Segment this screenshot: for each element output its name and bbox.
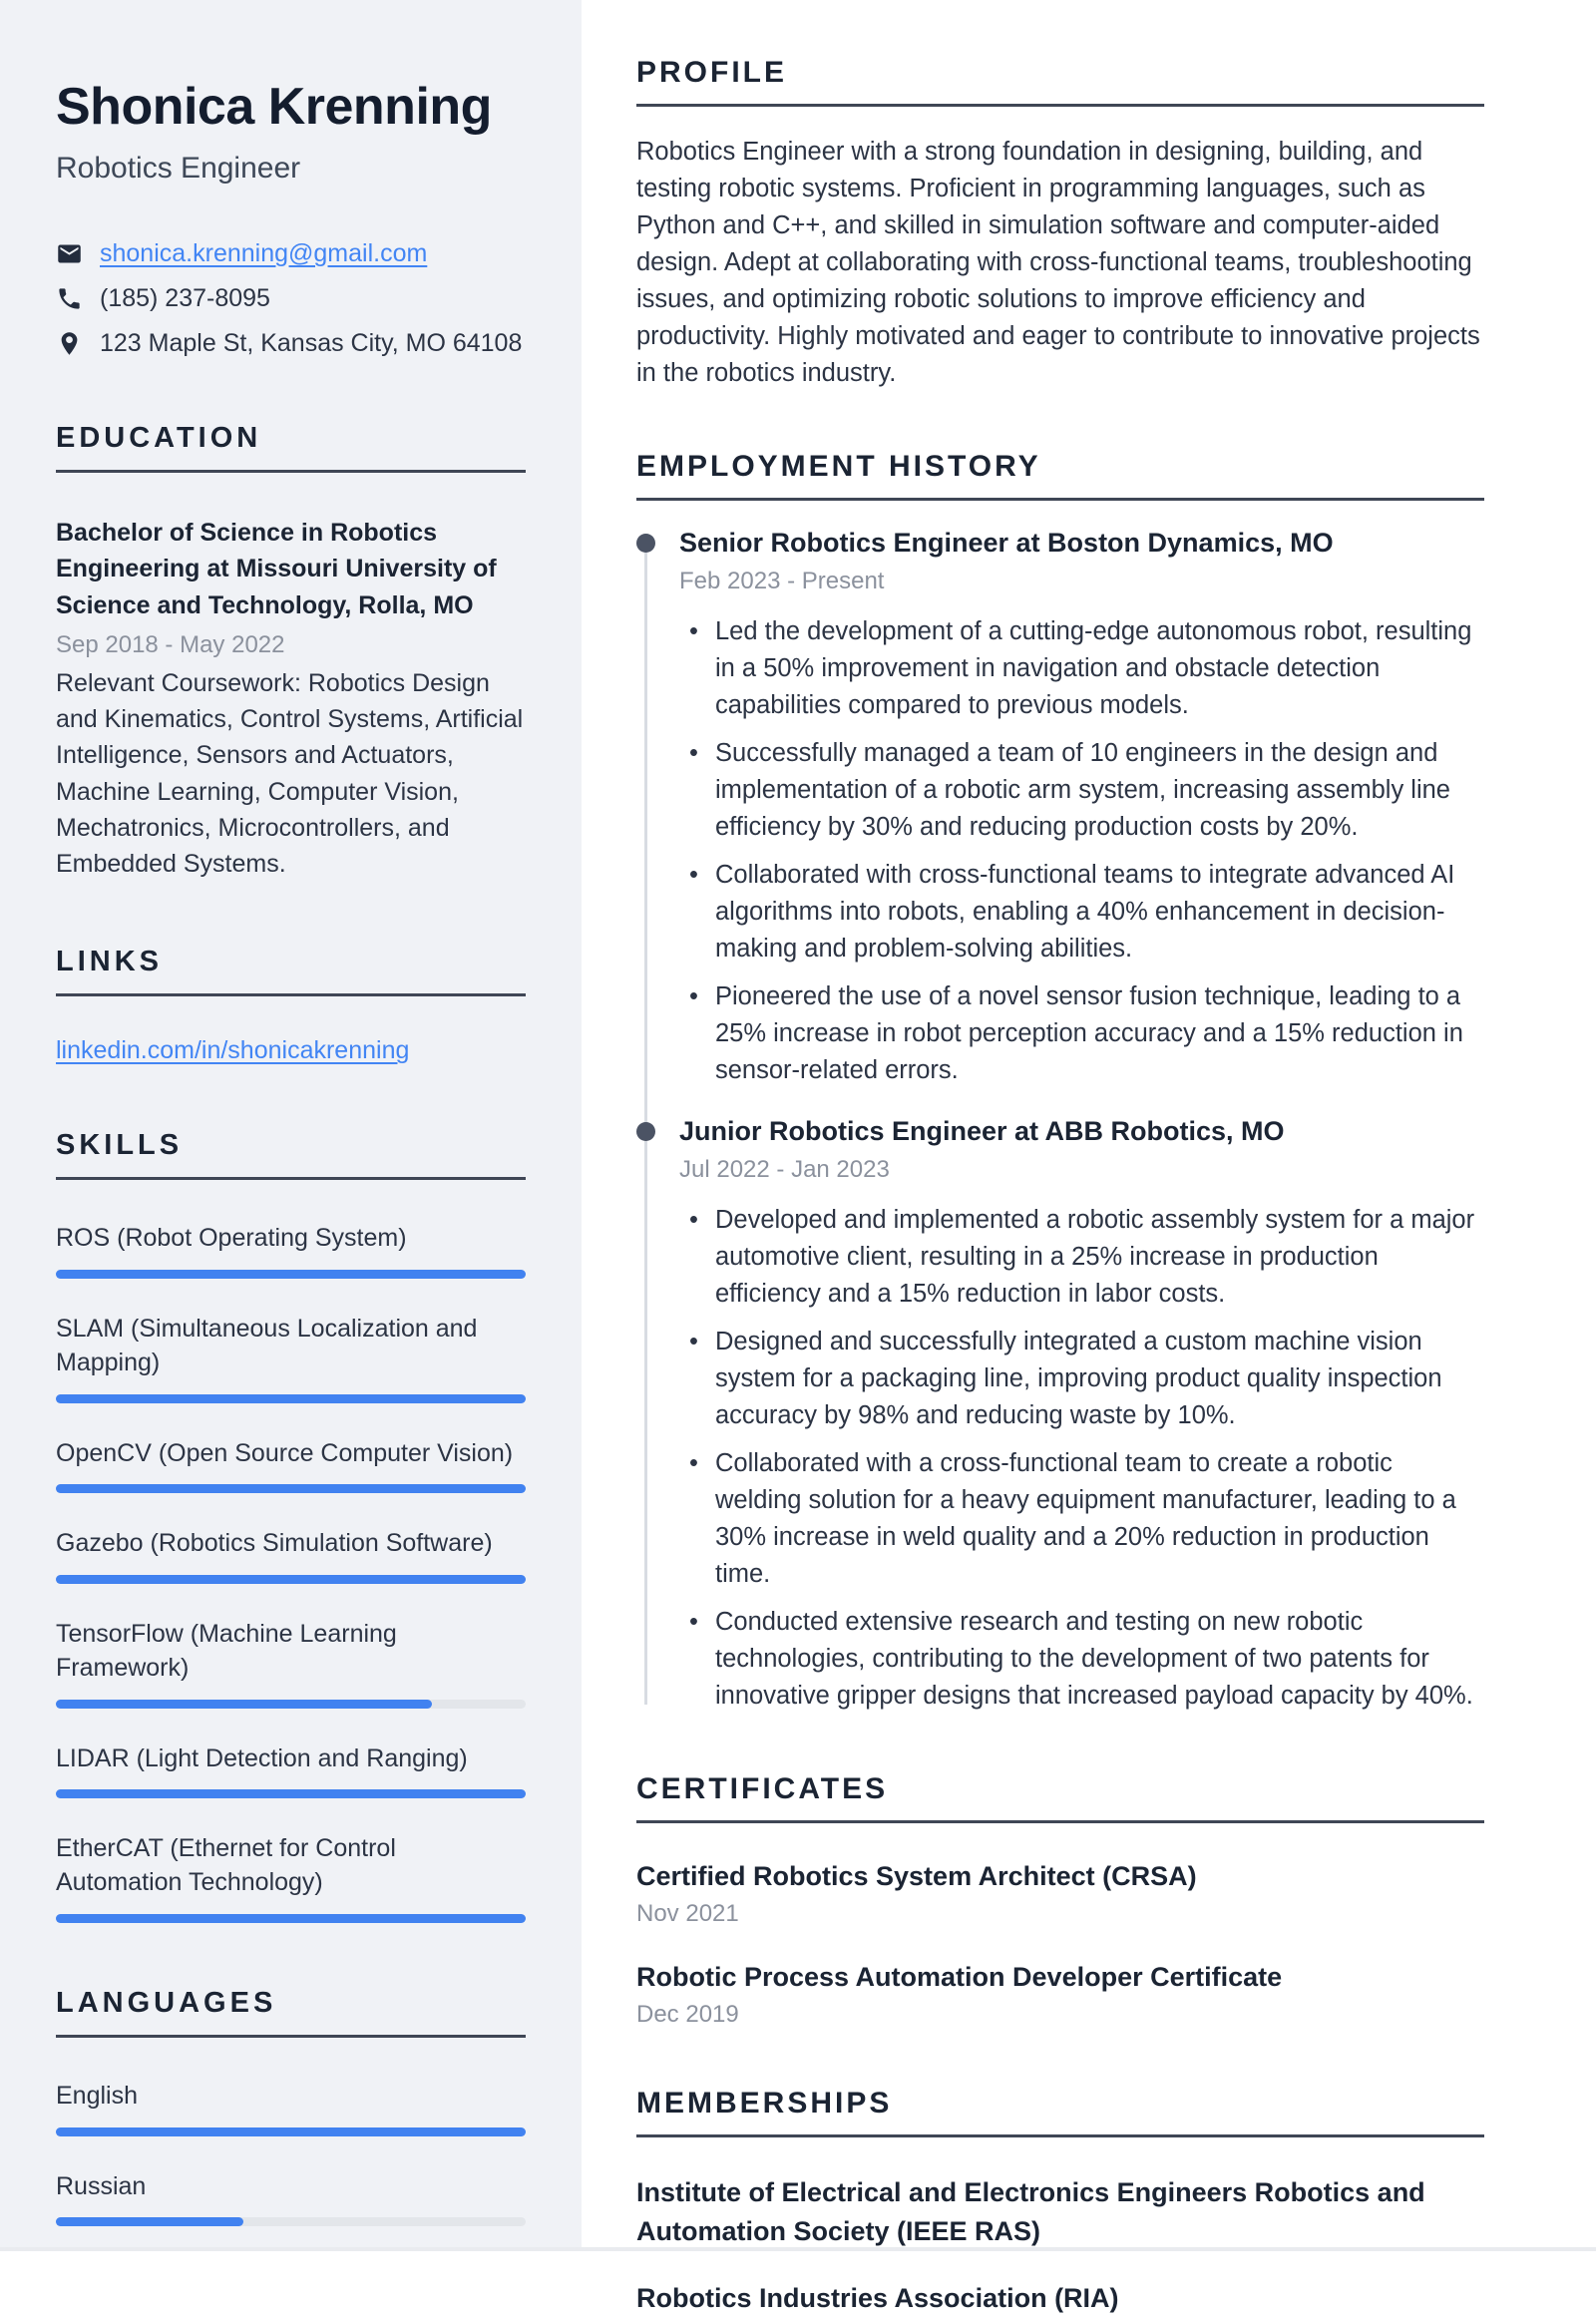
skill-bar-fill bbox=[56, 1914, 526, 1923]
job-bullet: • Pioneered the use of a novel sensor fusion technique, leading to a 25% increase in robot perception accuracy and a 15% reduction in sensor-related errors. bbox=[679, 978, 1484, 1089]
profile-section bbox=[636, 56, 1484, 392]
address-text: 123 Maple St, Kansas City, MO 64108 bbox=[100, 329, 523, 358]
skill-bar-track bbox=[56, 1575, 526, 1584]
skill-bar-fill bbox=[56, 1270, 526, 1279]
skills-section bbox=[56, 1129, 526, 1923]
skill-bar-track bbox=[56, 1700, 526, 1709]
skill-bar-fill bbox=[56, 1789, 526, 1798]
certificate-title: Certified Robotics System Architect (CRSA) bbox=[636, 1860, 1197, 1891]
job-bullet: • Collaborated with a cross-functional team to create a robotic welding solution for a heavy equipment manufacturer, leading to a 30% increase in weld quality and a 20% reduction in production time. bbox=[679, 1445, 1484, 1593]
membership-item: Institute of Electrical and Electronics Engineers Robotics and Automation Society (IEEE RAS) bbox=[636, 2176, 1425, 2246]
skill-bar-track bbox=[56, 1484, 526, 1493]
languages-heading: LANGUAGES bbox=[56, 1987, 526, 2038]
job-dates: Feb 2023 - Present bbox=[679, 567, 885, 594]
employment-heading: EMPLOYMENT HISTORY bbox=[636, 450, 1484, 501]
skill-item: EtherCAT (Ethernet for Control Automation Technology) bbox=[56, 1832, 526, 1923]
memberships-section bbox=[636, 2087, 1484, 2318]
links-section bbox=[56, 946, 526, 1065]
skill-bar-track bbox=[56, 1914, 526, 1923]
certificate-date: Nov 2021 bbox=[636, 1899, 739, 1927]
contact-email-row bbox=[56, 239, 526, 268]
certificate-item bbox=[636, 1859, 1484, 1928]
language-bar-track bbox=[56, 2217, 526, 2226]
education-dates: Sep 2018 - May 2022 bbox=[56, 630, 285, 658]
job-bullet: • Successfully managed a team of 10 engineers in the design and implementation of a robotic arm system, increasing assembly line efficiency by 30% and reducing production costs by 20%. bbox=[679, 735, 1484, 846]
membership-item: Robotics Industries Association (RIA) bbox=[636, 2282, 1119, 2313]
certificate-item bbox=[636, 1960, 1484, 2029]
job-entry bbox=[636, 527, 1484, 1089]
job-bullet: • Developed and implemented a robotic assembly system for a major automotive client, resulting in a 25% increase in production efficiency and a 15% reduction in labor costs. bbox=[679, 1202, 1484, 1313]
contact-phone-row bbox=[56, 284, 526, 313]
phone-icon bbox=[56, 285, 83, 312]
language-item: English bbox=[56, 2080, 526, 2136]
skill-bar-track bbox=[56, 1270, 526, 1279]
certificate-title: Robotic Process Automation Developer Certificate bbox=[636, 1961, 1283, 1992]
job-bullet-list bbox=[679, 1202, 1484, 1715]
skill-item: TensorFlow (Machine Learning Framework) bbox=[56, 1618, 526, 1709]
profile-heading: PROFILE bbox=[636, 56, 1484, 107]
skill-item: Gazebo (Robotics Simulation Software) bbox=[56, 1527, 526, 1584]
education-heading: EDUCATION bbox=[56, 422, 526, 473]
email-link[interactable]: shonica.krenning@gmail.com bbox=[100, 239, 428, 268]
skill-item: OpenCV (Open Source Computer Vision) bbox=[56, 1437, 526, 1494]
job-bullet-list bbox=[679, 613, 1484, 1089]
certificate-date: Dec 2019 bbox=[636, 2000, 739, 2028]
candidate-job-title: Robotics Engineer bbox=[56, 152, 301, 186]
phone-number: (185) 237-8095 bbox=[100, 284, 270, 313]
skill-bar-fill bbox=[56, 1484, 526, 1493]
language-bar-fill bbox=[56, 2217, 243, 2226]
languages-section bbox=[56, 1987, 526, 2227]
skill-bar-track bbox=[56, 1394, 526, 1403]
job-title: Junior Robotics Engineer at ABB Robotics, MO bbox=[679, 1115, 1285, 1146]
education-degree: Bachelor of Science in Robotics Engineering at Missouri University of Science and Technology, Rolla, MO bbox=[56, 519, 497, 619]
employment-section bbox=[636, 450, 1484, 1715]
skill-bar-fill bbox=[56, 1575, 526, 1584]
job-title: Senior Robotics Engineer at Boston Dynamics, MO bbox=[679, 528, 1334, 558]
skill-bar-fill bbox=[56, 1394, 526, 1403]
certificates-heading: CERTIFICATES bbox=[636, 1772, 1484, 1823]
skills-heading: SKILLS bbox=[56, 1129, 526, 1180]
job-bullet: • Collaborated with cross-functional teams to integrate advanced AI algorithms into robots, enabling a 40% enhancement in decision-making and problem-solving abilities. bbox=[679, 857, 1484, 967]
skill-bar-fill bbox=[56, 1700, 432, 1709]
education-coursework: Relevant Coursework: Robotics Design and Kinematics, Control Systems, Artificial Intelligence, Sensors and Actuators, Machine Learning, Computer Vision, Mechatronics, Microcontrollers, and Embedded Systems. bbox=[56, 668, 524, 879]
skill-item: ROS (Robot Operating System) bbox=[56, 1222, 526, 1279]
linkedin-link[interactable]: linkedin.com/in/shonicakrenning bbox=[56, 1036, 410, 1065]
language-bar-track bbox=[56, 2127, 526, 2136]
location-pin-icon bbox=[56, 330, 83, 357]
job-dates: Jul 2022 - Jan 2023 bbox=[679, 1155, 890, 1183]
job-bullet: • Conducted extensive research and testing on new robotic technologies, contributing to the development of two patents for innovative gripper designs that increased payload capacity by 40%. bbox=[679, 1604, 1484, 1715]
contact-block bbox=[56, 239, 526, 358]
job-bullet: • Designed and successfully integrated a custom machine vision system for a packaging line, improving product quality inspection accuracy by 98% and reducing waste by 10%. bbox=[679, 1324, 1484, 1434]
candidate-name: Shonica Krenning bbox=[56, 78, 492, 136]
language-bar-fill bbox=[56, 2127, 526, 2136]
main-column bbox=[582, 0, 1596, 2313]
profile-text: Robotics Engineer with a strong foundation in designing, building, and testing robotic systems. Proficient in programming languages, such as Python and C++, and skilled in simulation software and computer-aided design. Adept at collaborating with cross-functional teams, troubleshooting issues, and optimizing robotic solutions to improve efficiency and productivity. Highly motivated and eager to contribute to innovative projects in the robotics industry. bbox=[636, 138, 1480, 387]
links-heading: LINKS bbox=[56, 946, 526, 996]
memberships-heading: MEMBERSHIPS bbox=[636, 2087, 1484, 2137]
job-bullet: • Led the development of a cutting-edge autonomous robot, resulting in a 50% improvement in navigation and obstacle detection capabilities compared to previous models. bbox=[679, 613, 1484, 724]
timeline-dot-icon bbox=[636, 1122, 655, 1141]
contact-address-row bbox=[56, 329, 526, 358]
timeline-dot-icon bbox=[636, 534, 655, 553]
education-section bbox=[56, 422, 526, 882]
certificates-section bbox=[636, 1772, 1484, 2029]
skill-bar-track bbox=[56, 1789, 526, 1798]
language-item: Russian bbox=[56, 2170, 526, 2227]
skill-item: LIDAR (Light Detection and Ranging) bbox=[56, 1742, 526, 1799]
email-icon bbox=[56, 240, 83, 267]
sidebar bbox=[0, 0, 582, 2247]
skill-item: SLAM (Simultaneous Localization and Mapping) bbox=[56, 1313, 526, 1403]
job-entry bbox=[636, 1115, 1484, 1715]
